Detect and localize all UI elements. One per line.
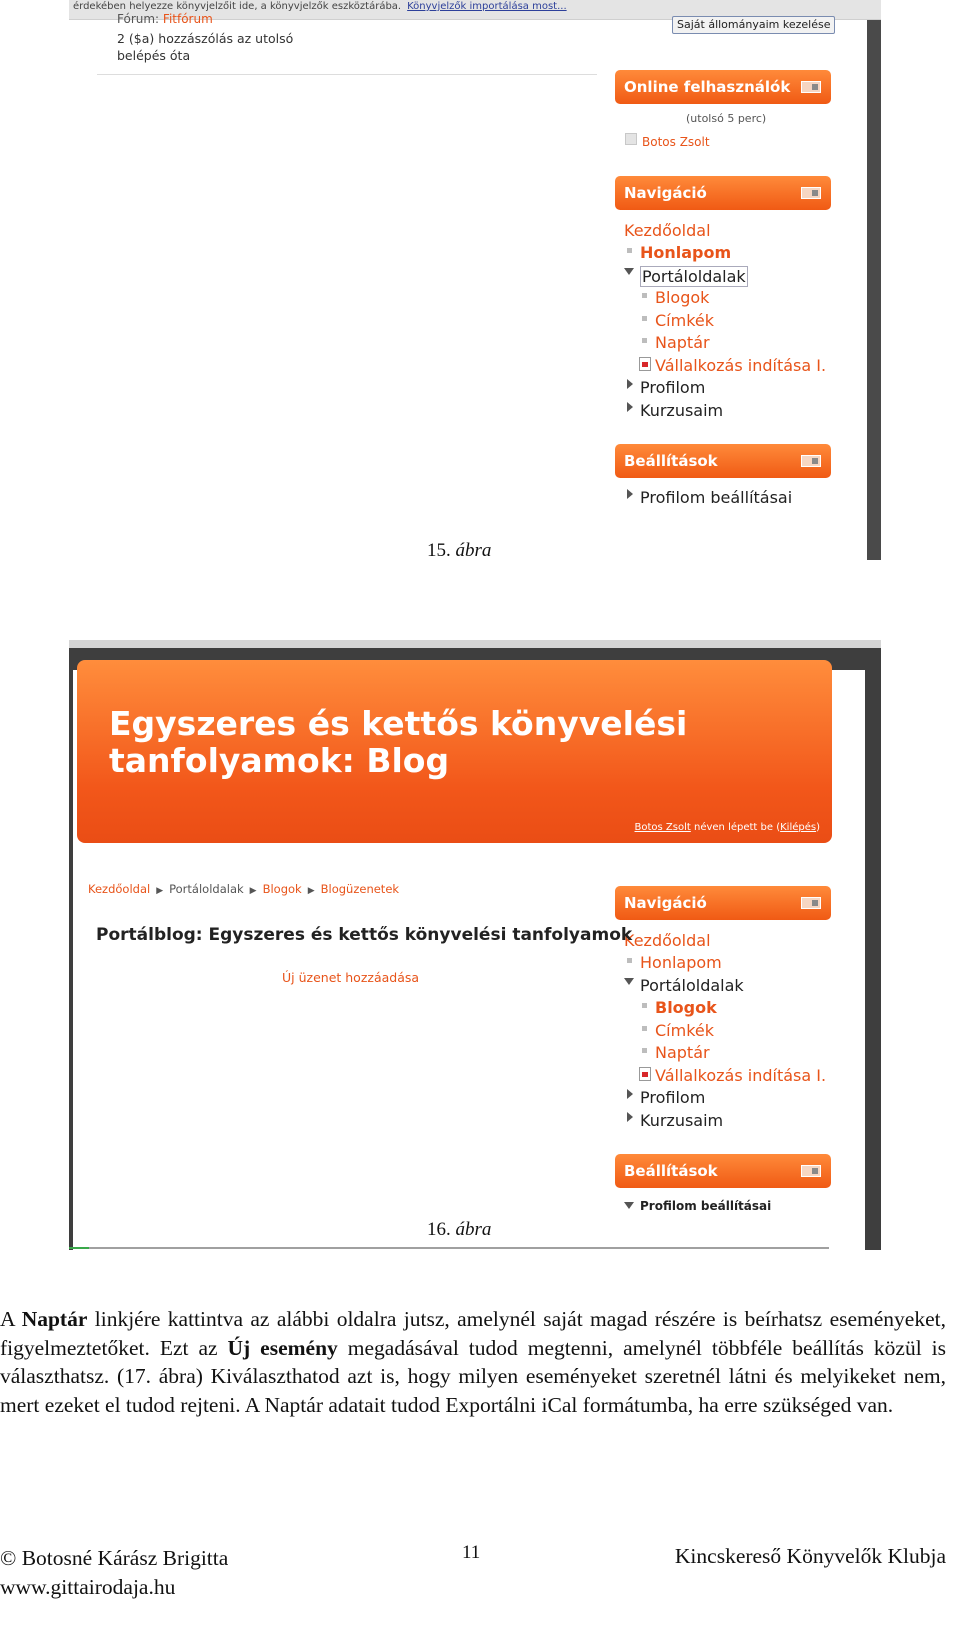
- online-users-header: [615, 70, 831, 104]
- bullet-icon: [642, 1026, 647, 1031]
- nav-myhome-link[interactable]: Honlapom: [640, 953, 722, 972]
- paragraph-text: linkjére kattintva az alábbi oldalra jutsz, amelynél saját magad részére is beírhatsz eseményeket, figyelmeztetőket. Ezt az: [0, 1307, 946, 1360]
- block-dock-icon[interactable]: [801, 1165, 821, 1177]
- logged-in-user-link[interactable]: Botos Zsolt: [634, 822, 691, 833]
- footer-left: [0, 1544, 228, 1602]
- nav-portal-pages[interactable]: Portáloldalak: [642, 267, 746, 286]
- course-title: Egyszeres és kettős könyvelési tanfolyamok: Blog: [109, 704, 688, 780]
- settings-profile-link[interactable]: Profilom beállításai: [640, 488, 793, 507]
- nav-blogs-link[interactable]: Blogok: [655, 998, 717, 1017]
- nav-startup-link[interactable]: Vállalkozás indítása I.: [655, 1066, 827, 1085]
- collapsed-arrow-icon[interactable]: [627, 402, 633, 412]
- paragraph-text: megadásával tudod megtenni, amelynél többféle beállítás közül is választhatsz. (17. ábra) Kiválaszthatod azt is, hogy milyen eseményeket szeretnél látni és melyikeket nem, mert ezeket el tudod rejteni. A Naptár adatait tudod Exportálni iCal formátumba, ha erre szükséged van.: [0, 1335, 946, 1417]
- breadcrumb-home[interactable]: Kezdőoldal: [88, 882, 151, 896]
- nav-calendar-link[interactable]: Naptár: [655, 333, 710, 352]
- page-number: 11: [462, 1542, 481, 1563]
- collapsed-arrow-icon[interactable]: [627, 1089, 633, 1099]
- settings-header: [615, 444, 831, 478]
- online-users-subtitle: (utolsó 5 perc): [686, 112, 767, 125]
- breadcrumb-blogs[interactable]: Blogok: [262, 882, 302, 896]
- block-dock-icon[interactable]: [801, 897, 821, 909]
- collapsed-arrow-icon[interactable]: [627, 1112, 633, 1122]
- caption-word: ábra: [455, 1219, 492, 1240]
- new-posts-note: 2 ($a) hozzászólás az utolsó belépés óta: [117, 31, 294, 63]
- pdf-icon: [639, 357, 651, 371]
- nav-portal-pages[interactable]: Portáloldalak: [640, 976, 744, 995]
- expanded-arrow-icon[interactable]: [624, 978, 634, 985]
- forum-label: Fórum:: [117, 12, 160, 26]
- login-text: néven lépett be (: [690, 822, 781, 833]
- online-users-title: Online felhasználók: [624, 78, 791, 96]
- status-line: [69, 1247, 829, 1249]
- figure-15-screenshot: [69, 0, 881, 560]
- breadcrumb-posts[interactable]: Blogüzenetek: [320, 882, 400, 896]
- paragraph-text: A: [0, 1307, 22, 1331]
- online-user-link[interactable]: Botos Zsolt: [642, 135, 710, 149]
- collapsed-arrow-icon[interactable]: [627, 489, 633, 499]
- nav-home-link[interactable]: Kezdőoldal: [624, 221, 711, 240]
- navigation-header: [615, 886, 831, 920]
- collapsed-arrow-icon[interactable]: [627, 379, 633, 389]
- footer-website: www.gittairodaja.hu: [0, 1575, 176, 1599]
- portal-blog-title: Portálblog: Egyszeres és kettős könyvelési tanfolyamok: [96, 925, 633, 945]
- bullet-icon: [642, 293, 647, 298]
- bullet-icon: [627, 958, 632, 963]
- nav-courses[interactable]: Kurzusaim: [640, 401, 724, 420]
- divider: [97, 74, 597, 75]
- breadcrumb: [88, 882, 399, 896]
- forum-line: [117, 12, 213, 26]
- breadcrumb-separator-icon: ▶: [307, 886, 315, 896]
- expanded-arrow-icon[interactable]: [624, 1202, 634, 1209]
- caption-number: 15.: [427, 540, 451, 561]
- nav-tags-link[interactable]: Címkék: [655, 1021, 715, 1040]
- breadcrumb-separator-icon: ▶: [156, 886, 164, 896]
- import-bookmarks-link[interactable]: Könyvjelzők importálása most...: [407, 1, 567, 12]
- bullet-icon: [627, 248, 632, 253]
- logout-link[interactable]: Kilépés: [780, 822, 817, 833]
- bullet-icon: [642, 338, 647, 343]
- nav-tags-link[interactable]: Címkék: [655, 311, 715, 330]
- paragraph-bold: Naptár: [21, 1307, 88, 1331]
- login-info: [635, 822, 820, 833]
- bookmarks-hint: érdekében helyezze könyvjelzőit ide, a könyvjelzők eszköztárába.: [73, 1, 402, 12]
- login-end: ): [816, 822, 820, 833]
- caption-number: 16.: [427, 1219, 451, 1240]
- nav-startup-link[interactable]: Vállalkozás indítása I.: [655, 356, 827, 375]
- paragraph-bold: Új esemény: [227, 1335, 338, 1360]
- nav-home-link[interactable]: Kezdőoldal: [624, 931, 711, 950]
- nav-profile[interactable]: Profilom: [640, 1088, 706, 1107]
- navigation-title: Navigáció: [624, 894, 707, 912]
- block-dock-icon[interactable]: [801, 81, 821, 93]
- body-paragraph: [0, 1305, 946, 1419]
- block-dock-icon[interactable]: [801, 187, 821, 199]
- figure-16-caption: [427, 1219, 491, 1241]
- bullet-icon: [642, 316, 647, 321]
- bullet-icon: [642, 1003, 647, 1008]
- footer-author: © Botosné Kárász Brigitta: [0, 1546, 229, 1570]
- figure-15-caption: [427, 540, 491, 562]
- nav-myhome-link[interactable]: Honlapom: [640, 243, 732, 262]
- expanded-arrow-icon[interactable]: [624, 268, 634, 275]
- nav-profile[interactable]: Profilom: [640, 378, 706, 397]
- footer-club: Kincskereső Könyvelők Klubja: [674, 1544, 946, 1568]
- caption-word: ábra: [455, 540, 492, 561]
- scrollbar[interactable]: [867, 20, 881, 560]
- block-dock-icon[interactable]: [801, 455, 821, 467]
- nav-blogs-link[interactable]: Blogok: [655, 288, 710, 307]
- window-top: [69, 640, 881, 648]
- settings-title: Beállítások: [624, 452, 718, 470]
- bullet-icon: [642, 1048, 647, 1053]
- breadcrumb-portal[interactable]: Portáloldalak: [169, 882, 244, 896]
- navigation-header: [615, 176, 831, 210]
- scrollbar[interactable]: [865, 648, 881, 1250]
- manage-files-button[interactable]: Saját állományaim kezelése: [672, 16, 835, 34]
- nav-calendar-link[interactable]: Naptár: [655, 1043, 710, 1062]
- settings-title: Beállítások: [624, 1162, 718, 1180]
- user-avatar-icon: [625, 133, 637, 145]
- navigation-title: Navigáció: [624, 184, 707, 202]
- add-new-post-link[interactable]: Új üzenet hozzáadása: [282, 970, 420, 985]
- nav-courses[interactable]: Kurzusaim: [640, 1111, 724, 1130]
- settings-profile-link[interactable]: Profilom beállításai: [640, 1199, 772, 1213]
- forum-link[interactable]: Fitfórum: [162, 12, 213, 26]
- pdf-icon: [639, 1067, 651, 1081]
- breadcrumb-separator-icon: ▶: [249, 886, 257, 896]
- course-banner: [77, 660, 832, 843]
- settings-header: [615, 1154, 831, 1188]
